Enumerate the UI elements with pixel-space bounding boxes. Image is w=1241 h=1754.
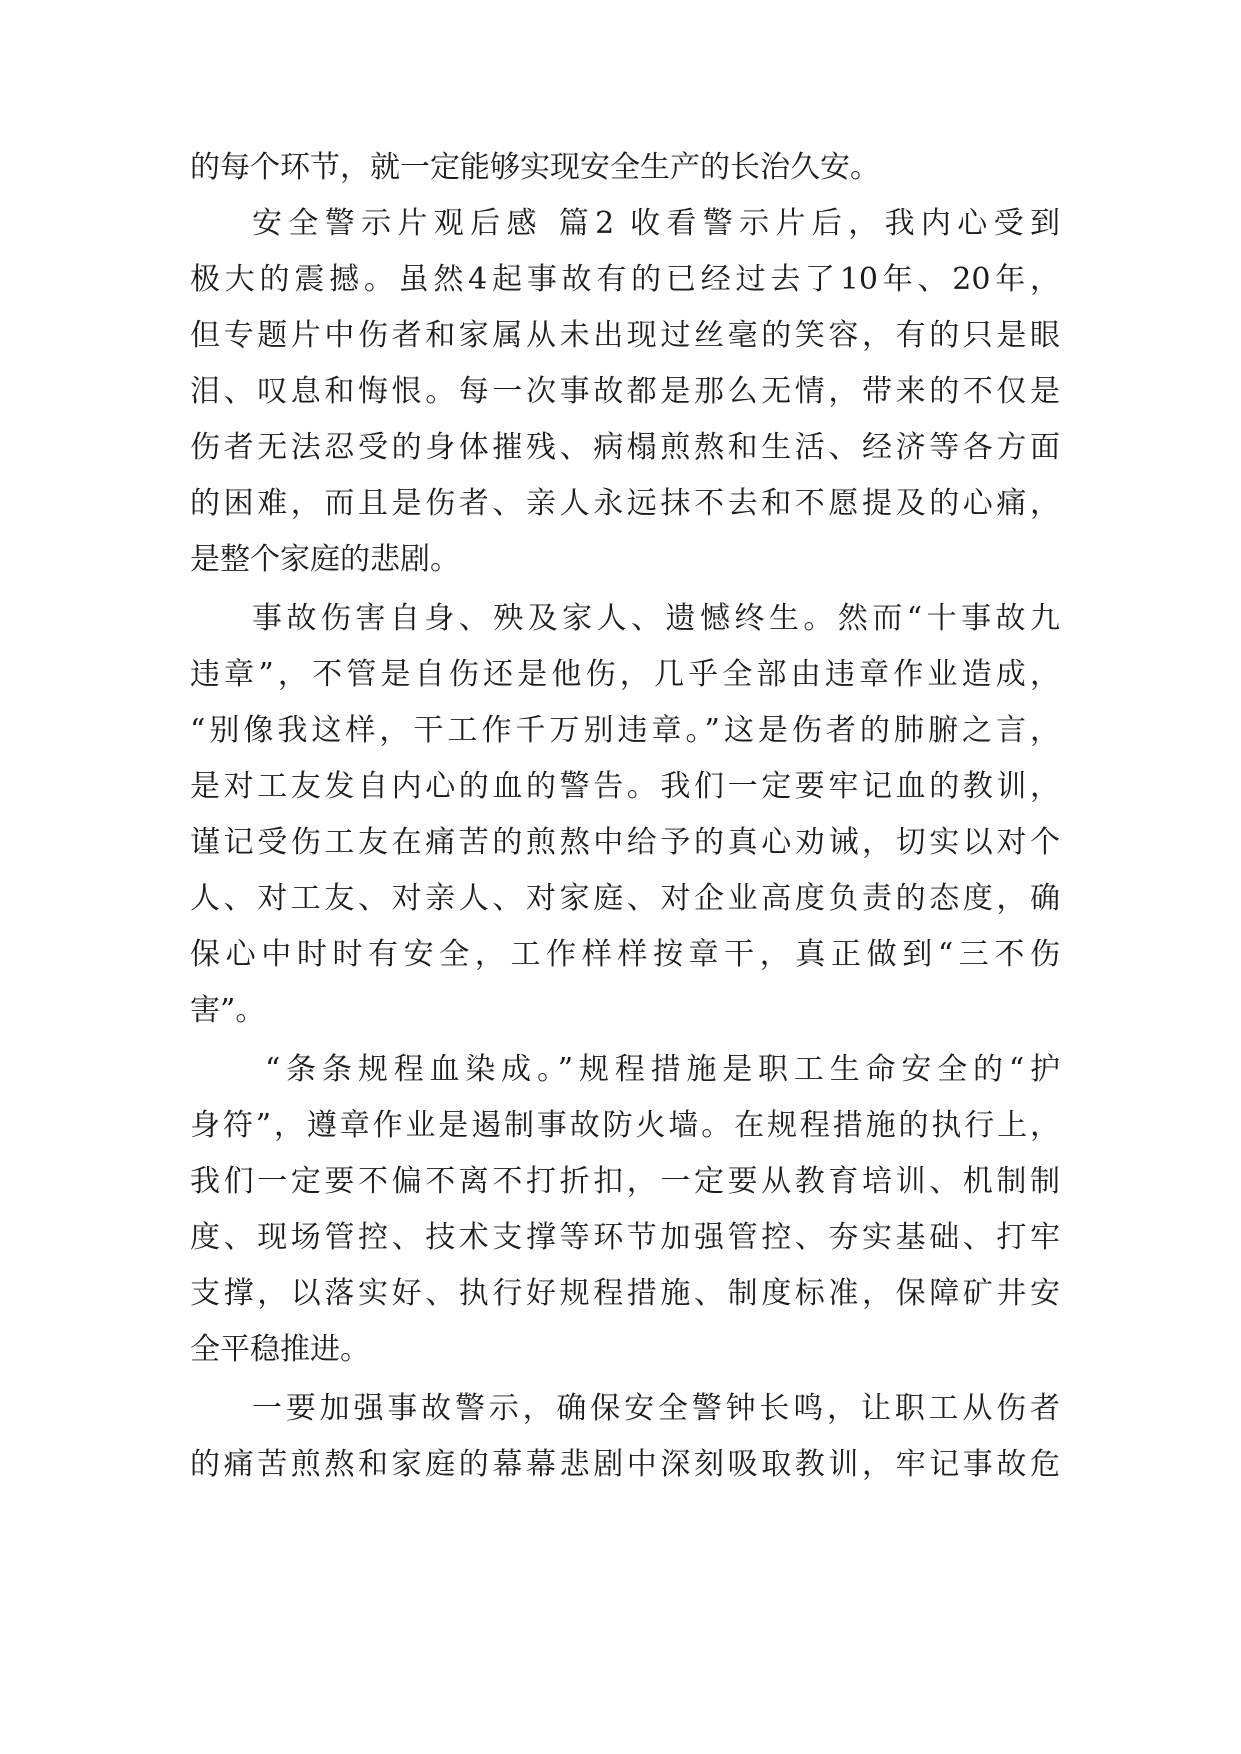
body-text-line: 违章”，不管是自伤还是他伤，几乎全部由违章作业造成， (190, 657, 1060, 692)
body-text-line: 是整个家庭的悲剧。 (190, 542, 460, 577)
body-text-line: 的每个环节，就一定能够实现安全生产的长治久安。 (190, 150, 880, 185)
body-text-line: 安全警示片观后感 篇2 收看警示片后，我内心受到 (252, 206, 1060, 241)
body-text-line: “别像我这样，干工作千万别违章。”这是伤者的肺腑之言， (190, 713, 1060, 748)
body-text-line: “条条规程血染成。”规程措施是职工生命安全的“护 (265, 1052, 1060, 1087)
body-text-line: 我们一定要不偏不离不打折扣，一定要从教育培训、机制制 (190, 1164, 1060, 1199)
body-text-line: 事故伤害自身、殃及家人、遗憾终生。然而“十事故九 (252, 601, 1060, 636)
body-text-line: 极大的震撼。虽然4起事故有的已经过去了10年、20年， (190, 262, 1060, 297)
body-text-line: 身符”，遵章作业是遏制事故防火墙。在规程措施的执行上， (190, 1108, 1060, 1143)
body-text-line: 保心中时时有安全，工作样样按章干，真正做到“三不伤 (190, 937, 1060, 972)
body-text-line: 伤者无法忍受的身体摧残、病榻煎熬和生活、经济等各方面 (190, 430, 1060, 465)
body-text-line: 支撑，以落实好、执行好规程措施、制度标准，保障矿井安 (190, 1276, 1060, 1311)
body-text-line: 人、对工友、对亲人、对家庭、对企业高度负责的态度，确 (190, 881, 1060, 916)
body-text-line: 泪、叹息和悔恨。每一次事故都是那么无情，带来的不仅是 (190, 374, 1060, 409)
body-text-line: 但专题片中伤者和家属从未出现过丝毫的笑容，有的只是眼 (190, 318, 1060, 353)
body-text-line: 是对工友发自内心的血的警告。我们一定要牢记血的教训， (190, 769, 1060, 804)
body-text-line: 的痛苦煎熬和家庭的幕幕悲剧中深刻吸取教训，牢记事故危 (190, 1447, 1060, 1482)
body-text-line: 的困难，而且是伤者、亲人永远抹不去和不愿提及的心痛， (190, 486, 1060, 521)
body-text-line: 度、现场管控、技术支撑等环节加强管控、夯实基础、打牢 (190, 1220, 1060, 1255)
body-text-line: 谨记受伤工友在痛苦的煎熬中给予的真心劝诫，切实以对个 (190, 825, 1060, 860)
body-text-line: 一要加强事故警示，确保安全警钟长鸣，让职工从伤者 (252, 1391, 1060, 1426)
body-text-line: 害”。 (190, 993, 266, 1028)
body-text-line: 全平稳推进。 (190, 1332, 370, 1367)
